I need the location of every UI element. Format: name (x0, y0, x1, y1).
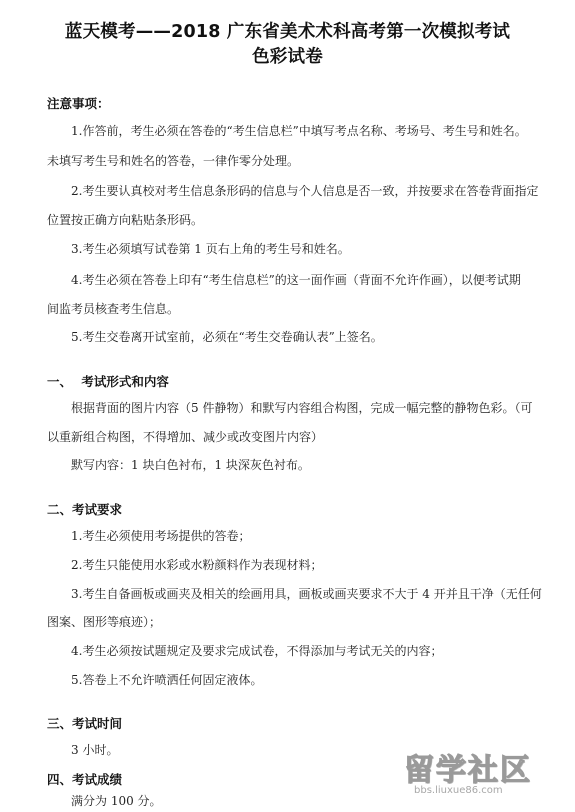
section-line: 满分为 100 分。 (71, 794, 162, 808)
section-line: 根据背面的图片内容（5 件静物）和默写内容组合构图，完成一幅完整的静物色彩。（可 (71, 401, 533, 415)
notice-heading: 注意事项： (47, 96, 110, 111)
section-line: 3 小时。 (71, 743, 119, 757)
section-line: 图案、图形等痕迹）； (47, 615, 162, 629)
section-title: 考试成绩 (72, 772, 123, 787)
notice-line: 4.考生必须在答卷上印有“考生信息栏”的这一面作画（背面不允许作画），以便考试期 (71, 273, 521, 287)
section-line: 3.考生自备画板或画夹及相关的绘画用具，画板或画夹要求不大于 4 开并且干净（无任何 (71, 587, 542, 601)
section-title: 考试要求 (72, 502, 123, 517)
watermark-url: bbs.liuxue86.com (414, 785, 503, 796)
section-heading-requirements (47, 500, 122, 518)
notice-line: 间监考员核查考生信息。 (47, 302, 180, 316)
notice-line: 3.考生必须填写试卷第 1 页右上角的考生号和姓名。 (71, 242, 350, 256)
notice-line: 5.考生交卷离开试室前，必须在“考生交卷确认表”上签名。 (71, 330, 383, 344)
notice-line: 位置按正确方向粘贴条形码。 (47, 213, 204, 227)
section-number: 四、 (47, 772, 73, 787)
watermark-logo-text: 留学社区 (404, 753, 532, 788)
section-line: 4.考生必须按试题规定及要求完成试卷，不得添加与考试无关的内容； (71, 644, 443, 658)
site-watermark (404, 745, 564, 805)
notice-line: 1.作答前，考生必须在答卷的“考生信息栏”中填写考点名称、考场号、考生号和姓名。 (71, 124, 527, 138)
notice-line: 2.考生要认真校对考生信息条形码的信息与个人信息是否一致，并按要求在答卷背面指定 (71, 184, 539, 198)
section-number: 一、 (47, 374, 73, 389)
section-heading-time (47, 714, 122, 732)
section-heading-score (47, 770, 122, 788)
section-title: 考试形式和内容 (81, 374, 169, 389)
section-line: 以重新组合构图，不得增加、减少或改变图片内容） (47, 430, 324, 444)
section-number: 三、 (47, 716, 73, 731)
section-line: 默写内容：1 块白色衬布，1 块深灰色衬布。 (71, 458, 310, 472)
section-number: 二、 (47, 502, 73, 517)
section-line: 5.答卷上不允许喷洒任何固定液体。 (71, 673, 263, 687)
page-subtitle: 色彩试卷 (252, 47, 323, 67)
page-title: 蓝天模考——2018 广东省美术术科高考第一次模拟考试 (64, 22, 511, 42)
section-title: 考试时间 (72, 716, 123, 731)
notice-line: 未填写考生号和姓名的答卷，一律作零分处理。 (47, 154, 300, 168)
section-heading-format (47, 372, 169, 390)
section-line: 1.考生必须使用考场提供的答卷； (71, 529, 251, 543)
section-line: 2.考生只能使用水彩或水粉颜料作为表现材料； (71, 558, 323, 572)
